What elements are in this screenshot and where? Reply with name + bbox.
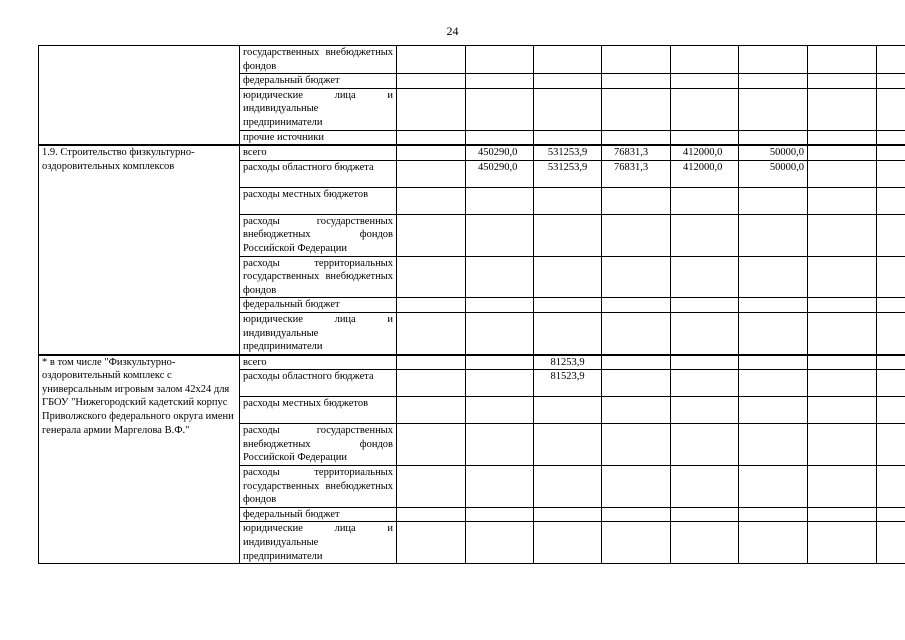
value-cell: [877, 466, 905, 508]
value-cell: [877, 160, 905, 187]
value-cell: [466, 507, 534, 522]
value-cell: [671, 370, 739, 397]
value-cell: [602, 466, 671, 508]
value-cell: 450290,0: [466, 145, 534, 160]
value-cell: [808, 256, 877, 298]
value-cell: [739, 355, 808, 370]
value-cell: [534, 88, 602, 130]
value-cell: [602, 298, 671, 313]
value-cell: [534, 507, 602, 522]
value-cell: [877, 145, 905, 160]
value-cell: [534, 256, 602, 298]
value-cell: [877, 187, 905, 214]
funding-source-cell: расходы территориальных государственных внебюджетных фондов: [240, 256, 397, 298]
value-cell: [397, 466, 466, 508]
value-cell: 531253,9: [534, 160, 602, 187]
value-cell: [739, 187, 808, 214]
value-cell: [602, 507, 671, 522]
value-cell: [739, 522, 808, 564]
value-cell: [877, 74, 905, 89]
value-cell: [397, 130, 466, 145]
value-cell: [808, 466, 877, 508]
value-cell: [877, 130, 905, 145]
value-cell: [808, 74, 877, 89]
funding-source-cell: расходы областного бюджета: [240, 370, 397, 397]
value-cell: [602, 370, 671, 397]
value-cell: [671, 424, 739, 466]
value-cell: [808, 522, 877, 564]
value-cell: [739, 46, 808, 74]
value-cell: [671, 46, 739, 74]
value-cell: [534, 187, 602, 214]
value-cell: [739, 214, 808, 256]
table-row: [39, 355, 905, 370]
value-cell: [808, 88, 877, 130]
value-cell: [671, 187, 739, 214]
value-cell: [534, 214, 602, 256]
value-cell: [808, 397, 877, 424]
value-cell: [466, 312, 534, 354]
value-cell: [534, 466, 602, 508]
value-cell: [808, 355, 877, 370]
funding-source-cell: государственных внебюджетных фондов: [240, 46, 397, 74]
value-cell: [739, 370, 808, 397]
value-cell: [466, 130, 534, 145]
value-cell: [877, 214, 905, 256]
value-cell: [397, 298, 466, 313]
value-cell: [602, 355, 671, 370]
value-cell: [534, 312, 602, 354]
value-cell: [397, 88, 466, 130]
value-cell: [466, 355, 534, 370]
funding-source-cell: федеральный бюджет: [240, 74, 397, 89]
value-cell: [739, 88, 808, 130]
value-cell: [808, 130, 877, 145]
value-cell: [466, 74, 534, 89]
value-cell: [739, 312, 808, 354]
value-cell: [671, 355, 739, 370]
value-cell: [397, 312, 466, 354]
value-cell: [534, 298, 602, 313]
value-cell: [466, 466, 534, 508]
value-cell: [671, 507, 739, 522]
value-cell: [397, 424, 466, 466]
value-cell: [397, 397, 466, 424]
value-cell: [739, 507, 808, 522]
value-cell: [808, 145, 877, 160]
value-cell: [397, 370, 466, 397]
value-cell: [877, 312, 905, 354]
value-cell: [877, 88, 905, 130]
value-cell: [877, 298, 905, 313]
value-cell: [808, 507, 877, 522]
value-cell: 76831,3: [602, 145, 671, 160]
value-cell: [808, 214, 877, 256]
value-cell: [397, 507, 466, 522]
value-cell: [397, 522, 466, 564]
value-cell: [877, 46, 905, 74]
value-cell: [671, 466, 739, 508]
value-cell: [877, 370, 905, 397]
value-cell: [602, 130, 671, 145]
value-cell: [808, 424, 877, 466]
value-cell: 450290,0: [466, 160, 534, 187]
value-cell: [877, 522, 905, 564]
value-cell: 412000,0: [671, 145, 739, 160]
funding-source-cell: расходы государственных внебюджетных фондов Российской Федерации: [240, 424, 397, 466]
value-cell: [877, 397, 905, 424]
value-cell: [602, 312, 671, 354]
value-cell: [671, 214, 739, 256]
value-cell: [808, 312, 877, 354]
value-cell: [602, 397, 671, 424]
funding-source-cell: расходы местных бюджетов: [240, 397, 397, 424]
value-cell: 50000,0: [739, 145, 808, 160]
value-cell: 531253,9: [534, 145, 602, 160]
value-cell: [534, 522, 602, 564]
funding-source-cell: федеральный бюджет: [240, 507, 397, 522]
funding-source-cell: расходы территориальных государственных внебюджетных фондов: [240, 466, 397, 508]
value-cell: 81253,9: [534, 355, 602, 370]
value-cell: [397, 160, 466, 187]
value-cell: [466, 298, 534, 313]
value-cell: [739, 130, 808, 145]
table-row: [39, 46, 905, 74]
value-cell: [877, 355, 905, 370]
value-cell: [808, 298, 877, 313]
value-cell: [397, 355, 466, 370]
funding-source-cell: расходы государственных внебюджетных фондов Российской Федерации: [240, 214, 397, 256]
value-cell: [808, 370, 877, 397]
value-cell: [466, 187, 534, 214]
value-cell: 50000,0: [739, 160, 808, 187]
value-cell: [671, 88, 739, 130]
funding-source-cell: федеральный бюджет: [240, 298, 397, 313]
value-cell: [534, 74, 602, 89]
value-cell: [397, 145, 466, 160]
value-cell: [602, 187, 671, 214]
value-cell: [534, 46, 602, 74]
value-cell: [466, 397, 534, 424]
value-cell: [877, 256, 905, 298]
value-cell: [397, 46, 466, 74]
budget-table: [38, 45, 905, 564]
value-cell: [466, 522, 534, 564]
value-cell: [602, 74, 671, 89]
funding-source-cell: юридические лица и индивидуальные предприниматели: [240, 312, 397, 354]
value-cell: [602, 424, 671, 466]
value-cell: [739, 397, 808, 424]
value-cell: [534, 397, 602, 424]
funding-source-cell: юридические лица и индивидуальные предприниматели: [240, 522, 397, 564]
funding-source-cell: всего: [240, 145, 397, 160]
funding-source-cell: всего: [240, 355, 397, 370]
value-cell: [808, 160, 877, 187]
value-cell: [671, 312, 739, 354]
item-name-cell: 1.9. Строительство физкультурно-оздоровительных комплексов: [39, 145, 240, 355]
value-cell: [671, 397, 739, 424]
value-cell: [671, 256, 739, 298]
value-cell: [466, 256, 534, 298]
value-cell: [808, 46, 877, 74]
value-cell: [534, 424, 602, 466]
funding-source-cell: юридические лица и индивидуальные предприниматели: [240, 88, 397, 130]
funding-source-cell: прочие источники: [240, 130, 397, 145]
value-cell: [466, 88, 534, 130]
value-cell: [602, 46, 671, 74]
item-name-cell: [39, 46, 240, 146]
table-row: [39, 145, 905, 160]
value-cell: [466, 214, 534, 256]
page-number: 24: [446, 24, 459, 38]
value-cell: [671, 298, 739, 313]
value-cell: [602, 214, 671, 256]
value-cell: [466, 370, 534, 397]
value-cell: [739, 424, 808, 466]
value-cell: 81523,9: [534, 370, 602, 397]
value-cell: [534, 130, 602, 145]
value-cell: [877, 424, 905, 466]
item-name-cell: * в том числе "Физкультурно-оздоровительный комплекс с универсальным игровым залом 42х24 для ГБОУ "Нижегородский кадетский корпус Приволжского федерального округа имени генерала армии Маргелова В.Ф.": [39, 355, 240, 564]
value-cell: [466, 46, 534, 74]
value-cell: 412000,0: [671, 160, 739, 187]
value-cell: [739, 466, 808, 508]
funding-source-cell: расходы местных бюджетов: [240, 187, 397, 214]
value-cell: [397, 214, 466, 256]
value-cell: [739, 298, 808, 313]
value-cell: [671, 522, 739, 564]
value-cell: [877, 507, 905, 522]
value-cell: [808, 187, 877, 214]
value-cell: [671, 130, 739, 145]
value-cell: [397, 74, 466, 89]
funding-source-cell: расходы областного бюджета: [240, 160, 397, 187]
value-cell: [739, 256, 808, 298]
value-cell: [602, 88, 671, 130]
value-cell: 76831,3: [602, 160, 671, 187]
value-cell: [671, 74, 739, 89]
value-cell: [466, 424, 534, 466]
value-cell: [602, 522, 671, 564]
value-cell: [602, 256, 671, 298]
value-cell: [397, 256, 466, 298]
value-cell: [739, 74, 808, 89]
value-cell: [397, 187, 466, 214]
